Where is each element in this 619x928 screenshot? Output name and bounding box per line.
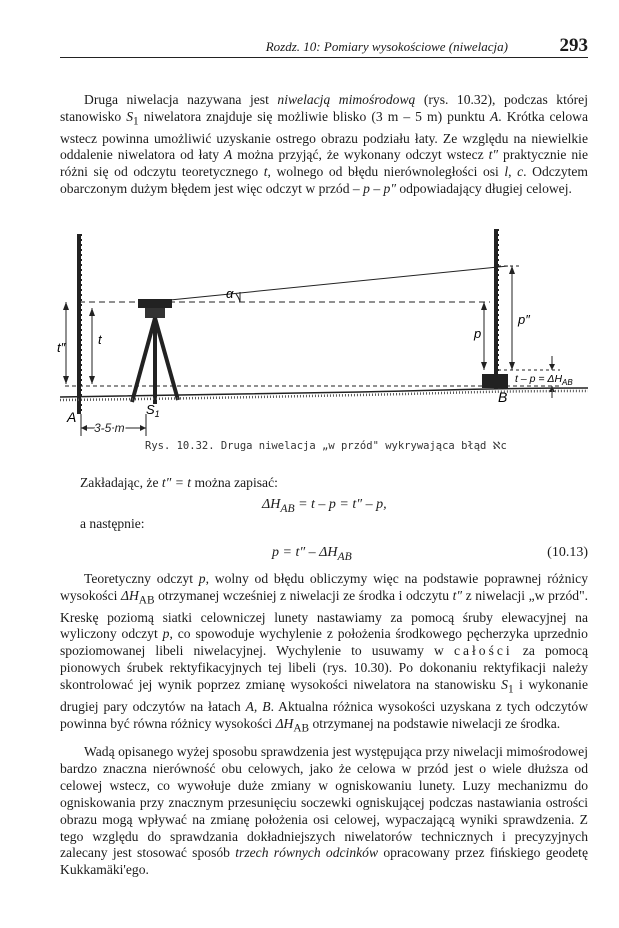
t-label: t	[98, 332, 102, 347]
point-b-label: B	[498, 389, 508, 405]
distance-label: 3-5 m	[94, 421, 125, 435]
station-label: $S_1$	[146, 402, 160, 419]
paragraph-intro: Druga niwelacja nazywana jest niwelacją mimośrodową (rys. 10.32), podczas której stanowisko $S_1$ niwelatora znajduje się możliwie blisko (3 m – 5 m) punktu A. Krótka celowa wstecz powinna umożliwić uzyskanie ostrego obrazu podziału łaty. Ze względu na niewielkie oddalenie niwelatora od łaty A można przyjąć, że wykonany odczyt wstecz t″ praktycznie nie różni się od odczytu teoretycznego t, wolnego od błędu nierównoległości osi l, c. Odczytem obarczonym dużym błędem jest więc odczyt w przód – p – p″ odpowiadający długiej celowej.	[60, 92, 589, 197]
paragraph-theoretical-reading: Teoretyczny odczyt p, wolny od błędu obliczymy więc na podstawie poprawnej różnicy wysokości $\Delta H_{AB}$ otrzymanej wcześniej z niwelacji ze środka i odczytu t″ z niwelacji „w przód". Kreskę poziomą siatki celowniczej lunety nastawiamy za pomocą śruby elewacyjnej na wyliczony odczyt p, co spowoduje wychylenie z położenia środkowego pęcherzyka uprzednio spoziomowanej libeli niwelacyjnej. Wychylenie to usuwamy w całości za pomocą pionowych śrubek rektyfikacyjnych tej libeli (rys. 10.30). Po dokonaniu rektyfikacji należy skontrolować jej wynik poprzez zmianę wysokości niwelatora na stanowisku $S_1$ i wykonanie drugiej pary odczytów na łatach A, B. Aktualna różnica wysokości uzyskana z tych odczytów powinna być równa różnicy wysokości $\Delta H_{AB}$ otrzymanej na podstawie niwelacji ze środka.	[60, 571, 589, 735]
paragraph-assuming: Zakładając, że t″ = t można zapisać:	[80, 475, 278, 490]
header-rule	[60, 57, 588, 58]
levelling-diagram	[57, 224, 588, 460]
t2-label: t″	[57, 340, 66, 355]
running-title: Rozdz. 10: Pomiary wysokościowe (niwelacja)	[265, 39, 508, 54]
delta-h-label: $t - p = \Delta H_{AB}$	[515, 373, 573, 387]
figure-10-32	[57, 224, 588, 460]
page-header	[60, 35, 588, 59]
equation-number: (10.13)	[547, 545, 588, 560]
page-number: 293	[559, 35, 588, 56]
level-instrument	[138, 299, 172, 308]
alpha-label: α	[226, 286, 234, 301]
inclined-sight-line	[150, 266, 508, 302]
paragraph-disadvantage: Wadą opisanego wyżej sposobu sprawdzenia jest występująca przy niwelacji mimośrodowej bardzo znaczna nierówność obu celowych, jako że celowa w przód jest o wiele dłuższa od celowej wstecz, co wywołuje duże zmiany w ogniskowaniu lunety. Luzy mechanizmu do ogniskowania przy znacznym przesunięciu soczewki ogniskującej podczas nastawiania ostrości obrazu mogą wpływać na zmianę położenia osi celowej, wypaczającą wyniki sprawdzenia. Z tego względu do sprawdzania dokładniejszych niwelatorów technicznych i precyzyjnych zalecany jest stosować sposób trzech równych odcinków opracowany przez fińskiego geodetę Kukkamäki'ego.	[60, 744, 588, 878]
p2-label: p″	[518, 312, 530, 327]
p-label: p	[474, 326, 482, 341]
formula-p: $p = t'' - \Delta H_{AB}$	[272, 545, 352, 563]
point-a-label: A	[67, 409, 77, 425]
paragraph-next: a następnie:	[80, 516, 145, 531]
formula-delta-h: $\Delta H_{AB} = t - p = t'' - p$,	[262, 497, 387, 515]
figure-caption: Rys. 10.32. Druga niwelacja „w przód" wykrywająca błąd ℵc	[145, 440, 507, 452]
